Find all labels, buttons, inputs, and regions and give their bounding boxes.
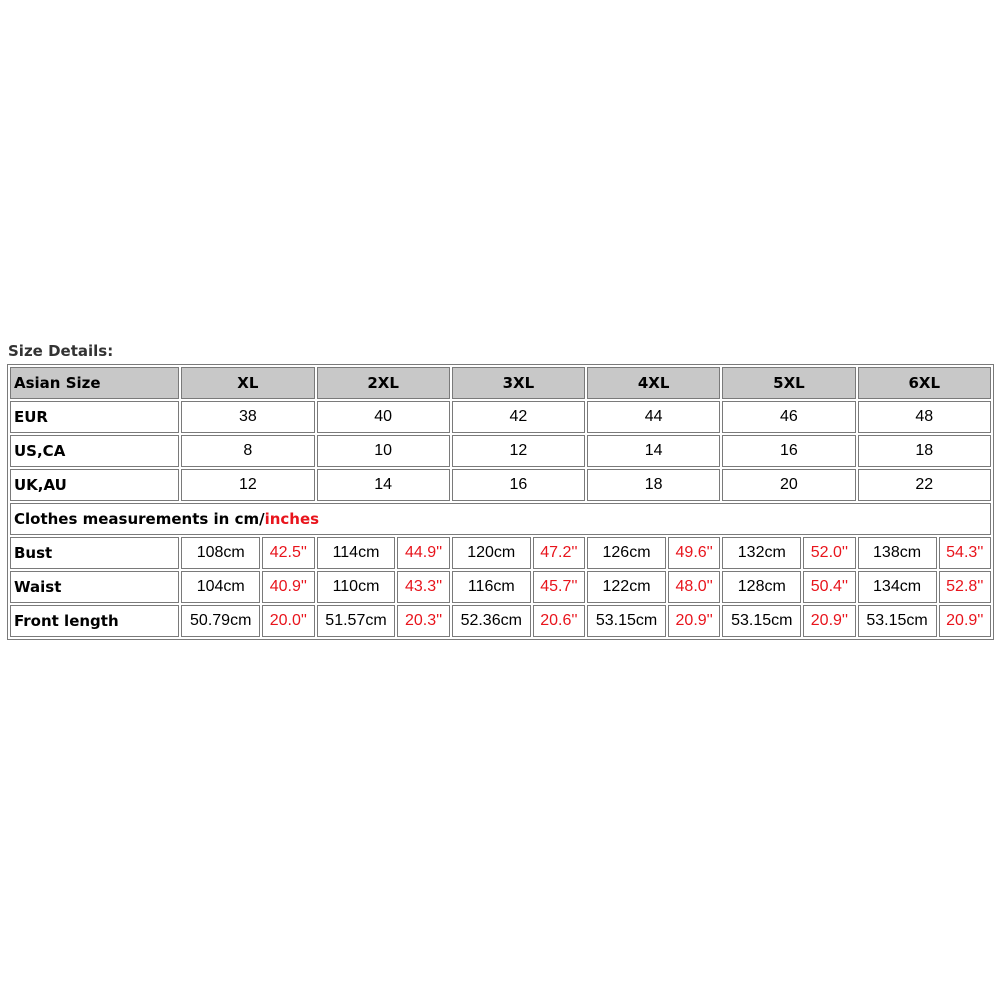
table-cell: 10 xyxy=(317,435,450,467)
cm-cell: 51.57cm xyxy=(317,605,396,637)
size-chart-table xyxy=(7,364,994,640)
cm-cell: 114cm xyxy=(317,537,396,569)
inch-cell: 20.9'' xyxy=(668,605,720,637)
inch-cell: 49.6'' xyxy=(668,537,720,569)
table-cell: 20 xyxy=(722,469,855,501)
cm-cell: 132cm xyxy=(722,537,801,569)
row-label: US,CA xyxy=(10,435,179,467)
measurement-row xyxy=(10,605,991,637)
cm-cell: 126cm xyxy=(587,537,666,569)
inch-cell: 48.0'' xyxy=(668,571,720,603)
conversion-row xyxy=(10,401,991,433)
size-details-panel xyxy=(7,340,994,640)
table-cell: 22 xyxy=(858,469,991,501)
size-chart-body xyxy=(10,367,991,637)
cm-cell: 116cm xyxy=(452,571,531,603)
row-label: Front length xyxy=(10,605,179,637)
size-details-caption: Size Details: xyxy=(8,342,114,360)
table-cell: 18 xyxy=(858,435,991,467)
conversion-row xyxy=(10,435,991,467)
inch-cell: 50.4'' xyxy=(803,571,855,603)
inch-cell: 20.0'' xyxy=(262,605,314,637)
cm-cell: 138cm xyxy=(858,537,937,569)
cm-cell: 52.36cm xyxy=(452,605,531,637)
table-cell: 38 xyxy=(181,401,314,433)
measurements-heading xyxy=(10,503,991,535)
measurements-heading-prefix: Clothes measurements in cm/ xyxy=(14,510,265,528)
cm-cell: 110cm xyxy=(317,571,396,603)
inch-cell: 52.0'' xyxy=(803,537,855,569)
table-cell: 14 xyxy=(587,435,720,467)
measurements-heading-row xyxy=(10,503,991,535)
size-header: 2XL xyxy=(317,367,450,399)
table-cell: 16 xyxy=(722,435,855,467)
cm-cell: 120cm xyxy=(452,537,531,569)
table-cell: 8 xyxy=(181,435,314,467)
table-cell: 44 xyxy=(587,401,720,433)
inch-cell: 20.6'' xyxy=(533,605,585,637)
conversion-row xyxy=(10,469,991,501)
header-label: Asian Size xyxy=(10,367,179,399)
table-cell: 18 xyxy=(587,469,720,501)
row-label: EUR xyxy=(10,401,179,433)
inch-cell: 20.9'' xyxy=(939,605,991,637)
table-cell: 42 xyxy=(452,401,585,433)
cm-cell: 53.15cm xyxy=(722,605,801,637)
inch-cell: 52.8'' xyxy=(939,571,991,603)
inch-cell: 20.9'' xyxy=(803,605,855,637)
row-label: UK,AU xyxy=(10,469,179,501)
table-cell: 14 xyxy=(317,469,450,501)
table-cell: 48 xyxy=(858,401,991,433)
row-label: Bust xyxy=(10,537,179,569)
cm-cell: 122cm xyxy=(587,571,666,603)
cm-cell: 104cm xyxy=(181,571,260,603)
inch-cell: 43.3'' xyxy=(397,571,449,603)
size-header: 6XL xyxy=(858,367,991,399)
inch-cell: 44.9'' xyxy=(397,537,449,569)
table-cell: 40 xyxy=(317,401,450,433)
cm-cell: 134cm xyxy=(858,571,937,603)
inch-cell: 42.5'' xyxy=(262,537,314,569)
measurement-row xyxy=(10,537,991,569)
inch-cell: 20.3'' xyxy=(397,605,449,637)
measurements-heading-unit: inches xyxy=(264,510,320,528)
cm-cell: 53.15cm xyxy=(858,605,937,637)
row-label: Waist xyxy=(10,571,179,603)
size-header: 4XL xyxy=(587,367,720,399)
table-cell: 12 xyxy=(452,435,585,467)
table-cell: 12 xyxy=(181,469,314,501)
cm-cell: 50.79cm xyxy=(181,605,260,637)
measurement-row xyxy=(10,571,991,603)
inch-cell: 40.9'' xyxy=(262,571,314,603)
size-header: XL xyxy=(181,367,314,399)
size-header: 3XL xyxy=(452,367,585,399)
cm-cell: 108cm xyxy=(181,537,260,569)
cm-cell: 128cm xyxy=(722,571,801,603)
inch-cell: 45.7'' xyxy=(533,571,585,603)
inch-cell: 47.2'' xyxy=(533,537,585,569)
table-cell: 46 xyxy=(722,401,855,433)
inch-cell: 54.3'' xyxy=(939,537,991,569)
table-cell: 16 xyxy=(452,469,585,501)
header-row xyxy=(10,367,991,399)
size-header: 5XL xyxy=(722,367,855,399)
cm-cell: 53.15cm xyxy=(587,605,666,637)
